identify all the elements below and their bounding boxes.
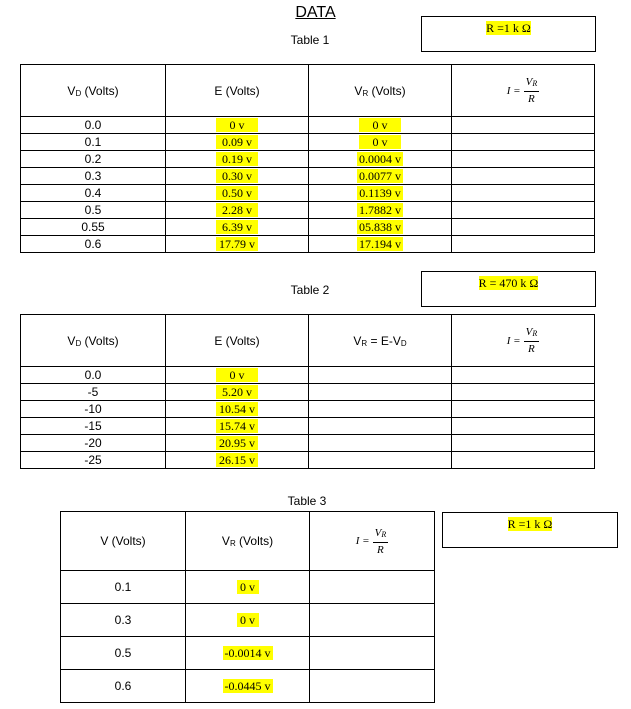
table1-current-cell bbox=[452, 168, 595, 185]
table1-vd-cell: 0.1 bbox=[21, 134, 166, 151]
table2-header-current: I = $\frac{V_R}{R}$ bbox=[452, 315, 595, 367]
table1-vr-cell-value: 0 v bbox=[359, 135, 401, 149]
table2-caption: Table 2 bbox=[290, 283, 330, 297]
table3-vr-cell bbox=[186, 637, 310, 670]
table2-vr-cell bbox=[309, 384, 452, 401]
table3-caption: Table 3 bbox=[287, 494, 327, 508]
table1-vr-cell bbox=[309, 151, 452, 168]
table2-vd-cell: -5 bbox=[21, 384, 166, 401]
table2-vd-cell: 0.0 bbox=[21, 367, 166, 384]
table2-vd-cell: -20 bbox=[21, 435, 166, 452]
table2-header-row bbox=[21, 315, 595, 367]
table1-vr-cell bbox=[309, 219, 452, 236]
table3-resistance: R =1 k Ω bbox=[507, 517, 553, 531]
table3-row bbox=[61, 571, 435, 604]
table1-vr-cell-value: 1.7882 v bbox=[359, 203, 401, 217]
table3-vr-cell-value: -0.0014 v bbox=[224, 646, 271, 660]
table2-e-cell-value: 10.54 v bbox=[216, 402, 258, 416]
table2-row bbox=[21, 418, 595, 435]
table2-row bbox=[21, 435, 595, 452]
table2-row bbox=[21, 367, 595, 384]
table3-v-cell: 0.1 bbox=[61, 571, 186, 604]
current-formula: I = $\frac{V_R}{R}$ bbox=[506, 76, 538, 105]
table2-vr-cell bbox=[309, 435, 452, 452]
table2-e-cell bbox=[166, 418, 309, 435]
table1-e-cell-value: 0.50 v bbox=[216, 186, 258, 200]
table1-vd-cell: 0.0 bbox=[21, 117, 166, 134]
table2-vr-cell bbox=[309, 452, 452, 469]
table1-current-cell bbox=[452, 236, 595, 253]
table2 bbox=[20, 314, 595, 469]
table1-header-vr: VR (Volts) bbox=[309, 65, 452, 117]
table2-row bbox=[21, 384, 595, 401]
table1-row bbox=[21, 168, 595, 185]
table2-e-cell bbox=[166, 384, 309, 401]
table1-resistance: R =1 k Ω bbox=[486, 21, 531, 35]
table1-e-cell bbox=[166, 236, 309, 253]
table1-vr-cell bbox=[309, 202, 452, 219]
table3-v-cell: 0.5 bbox=[61, 637, 186, 670]
table1-vr-cell-value: 0.0077 v bbox=[359, 169, 401, 183]
table3-current-cell bbox=[310, 604, 435, 637]
table2-e-cell-value: 0 v bbox=[216, 368, 258, 382]
table1-row bbox=[21, 202, 595, 219]
table3-header-row bbox=[61, 512, 435, 571]
table3-vr-cell bbox=[186, 604, 310, 637]
table2-header-vd: VD (Volts) bbox=[21, 315, 166, 367]
table1-vr-cell bbox=[309, 117, 452, 134]
table1-e-cell bbox=[166, 202, 309, 219]
table1-e-cell-value: 0.09 v bbox=[216, 135, 258, 149]
table3-vr-cell bbox=[186, 571, 310, 604]
table2-current-cell bbox=[452, 401, 595, 418]
table1-row bbox=[21, 151, 595, 168]
table1-vr-cell-value: 05.838 v bbox=[359, 220, 401, 234]
table2-current-cell bbox=[452, 384, 595, 401]
table1-header-current bbox=[452, 65, 595, 117]
table1-e-cell-value: 0 v bbox=[216, 118, 258, 132]
table1-resistance-box bbox=[421, 16, 596, 52]
table1-e-cell bbox=[166, 117, 309, 134]
table1-vr-cell-value: 17.194 v bbox=[359, 237, 401, 251]
table2-resistance-box bbox=[421, 271, 596, 307]
table1-vd-cell: 0.55 bbox=[21, 219, 166, 236]
table1-e-cell-value: 2.28 v bbox=[216, 203, 258, 217]
table1-vd-cell: 0.3 bbox=[21, 168, 166, 185]
table1 bbox=[20, 64, 595, 253]
table2-resistance: R = 470 k Ω bbox=[478, 276, 539, 290]
table3 bbox=[60, 511, 435, 703]
table1-vr-cell-value: 0.1139 v bbox=[359, 186, 401, 200]
table3-v-cell: 0.3 bbox=[61, 604, 186, 637]
table3-resistance-box bbox=[442, 512, 618, 548]
table2-e-cell-value: 5.20 v bbox=[216, 385, 258, 399]
table2-e-cell bbox=[166, 367, 309, 384]
table1-vd-cell: 0.2 bbox=[21, 151, 166, 168]
table1-row bbox=[21, 185, 595, 202]
table1-vr-cell-value: 0 v bbox=[359, 118, 401, 132]
table2-current-cell bbox=[452, 367, 595, 384]
table2-row bbox=[21, 452, 595, 469]
table2-vd-cell: -15 bbox=[21, 418, 166, 435]
table1-vd-cell: 0.5 bbox=[21, 202, 166, 219]
table1-row bbox=[21, 236, 595, 253]
table2-current-cell bbox=[452, 452, 595, 469]
table2-vd-cell: -10 bbox=[21, 401, 166, 418]
table1-e-cell bbox=[166, 219, 309, 236]
table1-e-cell-value: 17.79 v bbox=[216, 237, 258, 251]
table1-row bbox=[21, 134, 595, 151]
table1-e-cell-value: 6.39 v bbox=[216, 220, 258, 234]
table1-row bbox=[21, 219, 595, 236]
table1-vr-cell bbox=[309, 134, 452, 151]
table2-e-cell bbox=[166, 435, 309, 452]
table2-current-cell bbox=[452, 435, 595, 452]
page-title: DATA bbox=[295, 4, 336, 21]
table1-current-cell bbox=[452, 219, 595, 236]
table1-row bbox=[21, 117, 595, 134]
table3-current-cell bbox=[310, 670, 435, 703]
table1-e-cell bbox=[166, 185, 309, 202]
table1-header-vd: VD (Volts) bbox=[21, 65, 166, 117]
table2-e-cell-value: 15.74 v bbox=[216, 419, 258, 433]
table1-caption: Table 1 bbox=[290, 33, 330, 47]
table2-header-e: E (Volts) bbox=[166, 315, 309, 367]
table3-v-cell: 0.6 bbox=[61, 670, 186, 703]
table1-vd-cell: 0.4 bbox=[21, 185, 166, 202]
table1-current-cell bbox=[452, 151, 595, 168]
table3-row bbox=[61, 670, 435, 703]
table1-current-cell bbox=[452, 134, 595, 151]
table3-header-current: I = $\frac{V_R}{R}$ bbox=[310, 512, 435, 571]
table1-header-row bbox=[21, 65, 595, 117]
table3-row bbox=[61, 604, 435, 637]
table3-vr-cell-value: 0 v bbox=[237, 580, 259, 594]
table1-vr-cell-value: 0.0004 v bbox=[359, 152, 401, 166]
table2-row bbox=[21, 401, 595, 418]
table1-e-cell bbox=[166, 168, 309, 185]
table2-e-cell-value: 20.95 v bbox=[216, 436, 258, 450]
table1-e-cell bbox=[166, 151, 309, 168]
table1-vr-cell bbox=[309, 185, 452, 202]
table1-e-cell-value: 0.19 v bbox=[216, 152, 258, 166]
table1-vr-cell bbox=[309, 236, 452, 253]
table3-current-cell bbox=[310, 637, 435, 670]
table2-vd-cell: -25 bbox=[21, 452, 166, 469]
table3-vr-cell-value: -0.0445 v bbox=[224, 679, 271, 693]
table3-row bbox=[61, 637, 435, 670]
table3-header-vr: VR (Volts) bbox=[186, 512, 310, 571]
table1-header-e: E (Volts) bbox=[166, 65, 309, 117]
table1-vd-cell: 0.6 bbox=[21, 236, 166, 253]
table1-vr-cell bbox=[309, 168, 452, 185]
table1-e-cell bbox=[166, 134, 309, 151]
table3-current-cell bbox=[310, 571, 435, 604]
table2-e-cell-value: 26.15 v bbox=[216, 453, 258, 467]
table1-e-cell-value: 0.30 v bbox=[216, 169, 258, 183]
table1-current-cell bbox=[452, 117, 595, 134]
table2-vr-cell bbox=[309, 367, 452, 384]
table2-vr-cell bbox=[309, 401, 452, 418]
table2-e-cell bbox=[166, 452, 309, 469]
table2-header-vr: VR = E-VD bbox=[309, 315, 452, 367]
table1-current-cell bbox=[452, 185, 595, 202]
table2-current-cell bbox=[452, 418, 595, 435]
table1-current-cell bbox=[452, 202, 595, 219]
table2-e-cell bbox=[166, 401, 309, 418]
table3-header-v: V (Volts) bbox=[61, 512, 186, 571]
table3-vr-cell-value: 0 v bbox=[237, 613, 259, 627]
table2-vr-cell bbox=[309, 418, 452, 435]
table3-vr-cell bbox=[186, 670, 310, 703]
